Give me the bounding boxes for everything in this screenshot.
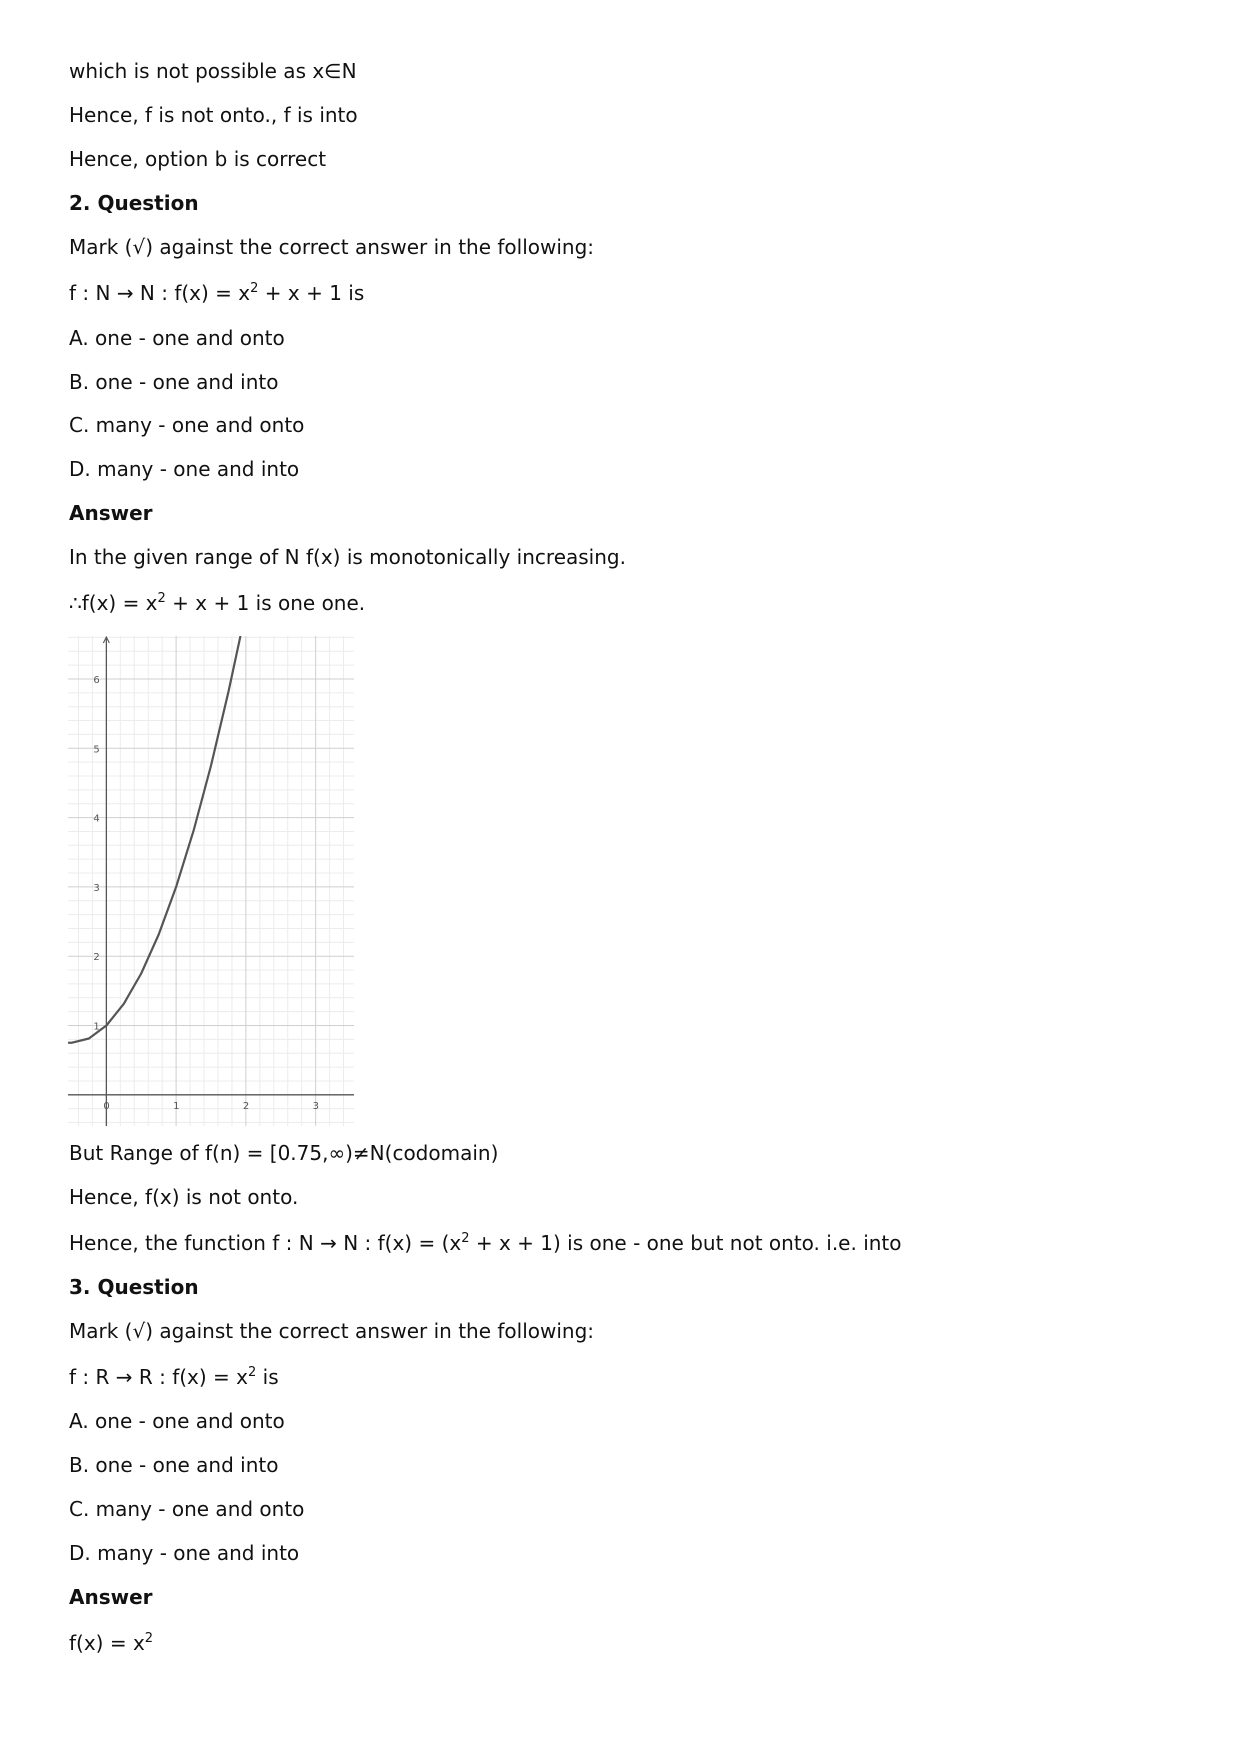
x-tick-label: 1 (173, 1100, 180, 1112)
answer-text (69, 1231, 902, 1255)
answer-heading: Answer (69, 1585, 153, 1609)
answer-heading: Answer (69, 501, 153, 525)
y-tick-label: 5 (93, 744, 100, 756)
exponent: 2 (144, 1631, 154, 1646)
answer-text: In the given range of N f(x) is monotonically increasing. (69, 545, 626, 569)
text-line: Hence, option b is correct (69, 147, 327, 171)
y-tick-label: 3 (93, 882, 100, 894)
x-tick-label: 2 (242, 1100, 250, 1112)
stem-text: f : N → N : f(x) = x (69, 281, 251, 305)
text-line: Hence, f is not onto., f is into (69, 103, 358, 127)
answer-text-part: f(x) = x (69, 1631, 145, 1655)
exponent: 2 (248, 1365, 257, 1380)
answer-text-part: + x + 1) is one - one but not onto. i.e. into (469, 1231, 902, 1255)
curve-line (68, 637, 240, 1043)
y-tick-label: 4 (93, 813, 100, 825)
question-heading: 3. Question (69, 1275, 199, 1299)
exponent: 2 (461, 1231, 470, 1246)
stem-text: is (256, 1365, 279, 1389)
tick-labels (93, 675, 319, 1112)
y-tick-label: 1 (93, 1021, 100, 1033)
option-d: D. many - one and into (69, 1541, 300, 1565)
exponent: 2 (250, 281, 259, 296)
option-a: A. one - one and onto (69, 1409, 285, 1433)
question-stem (69, 1365, 279, 1389)
question-instruction: Mark (√) against the correct answer in the following: (69, 235, 595, 259)
curve-series (68, 637, 240, 1043)
answer-text-part: Hence, the function f : N → N : f(x) = (x (69, 1231, 462, 1255)
major-grid (68, 636, 354, 1126)
answer-text (69, 1631, 153, 1655)
y-tick-label: 2 (93, 952, 100, 964)
minor-grid (68, 636, 354, 1126)
answer-text (69, 591, 365, 615)
stem-text: + x + 1 is (258, 281, 365, 305)
answer-text: But Range of f(n) = [0.75,∞)≠N(codomain) (69, 1141, 499, 1165)
option-c: C. many - one and onto (69, 413, 305, 437)
option-b: B. one - one and into (69, 1453, 279, 1477)
answer-text-part: ∴f(x) = x (69, 591, 158, 615)
stem-text: f : R → R : f(x) = x (69, 1365, 249, 1389)
x-tick-label: 0 (103, 1100, 110, 1112)
answer-text: Hence, f(x) is not onto. (69, 1185, 299, 1209)
question-heading: 2. Question (69, 191, 199, 215)
text-line: which is not possible as x∈N (69, 59, 357, 83)
option-c: C. many - one and onto (69, 1497, 305, 1521)
question-stem (69, 281, 364, 305)
option-d: D. many - one and into (69, 457, 300, 481)
y-tick-label: 6 (93, 674, 100, 686)
axes (68, 637, 354, 1126)
option-b: B. one - one and into (69, 370, 279, 394)
function-graph (68, 636, 354, 1126)
x-tick-label: 3 (312, 1100, 320, 1112)
answer-text-part: + x + 1 is one one. (165, 591, 366, 615)
question-instruction: Mark (√) against the correct answer in the following: (69, 1319, 595, 1343)
exponent: 2 (157, 591, 166, 606)
option-a: A. one - one and onto (69, 326, 285, 350)
